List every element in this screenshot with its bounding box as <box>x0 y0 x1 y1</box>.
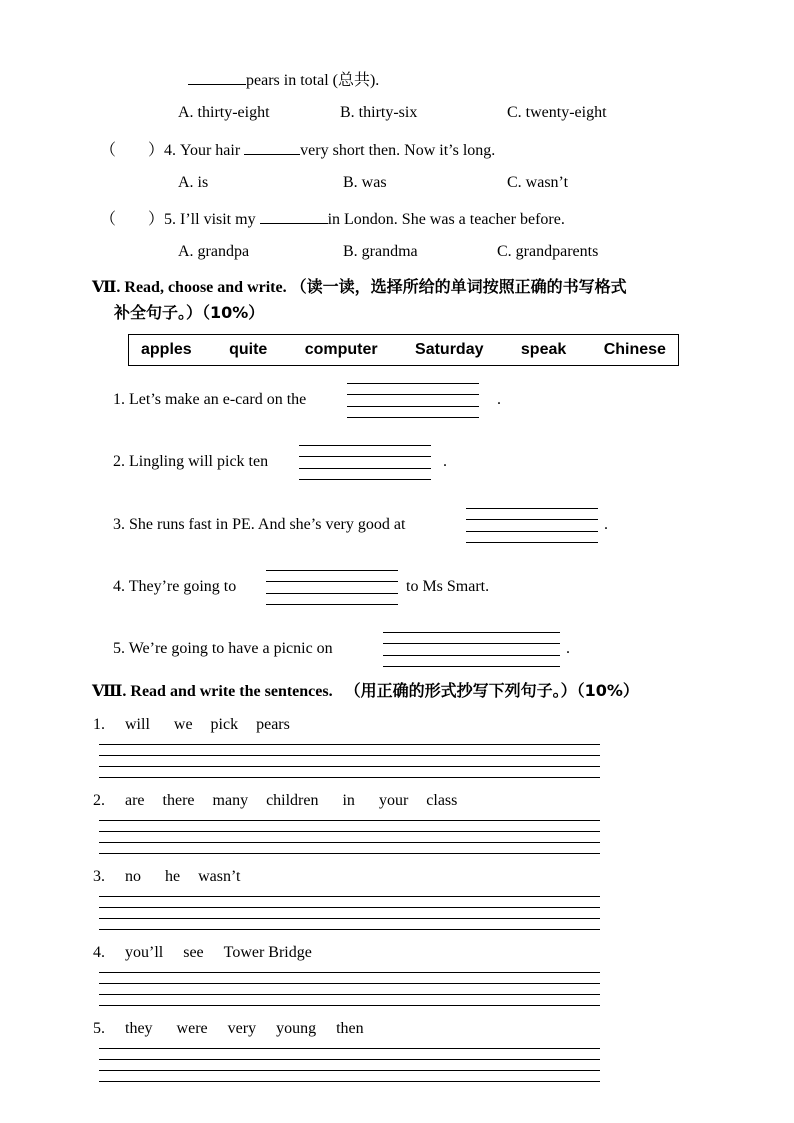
s8-word: pick <box>210 716 239 733</box>
q3-option-b[interactable]: B. thirty-six <box>340 104 418 121</box>
s8-item-4-writing-lines[interactable] <box>99 972 600 1006</box>
section7-heading <box>92 279 627 296</box>
s7-item-1-text: 1. Let’s make an e-card on the <box>113 391 307 408</box>
q3-continuation <box>188 70 379 89</box>
q3-blank[interactable] <box>188 70 246 85</box>
s8-word: your <box>378 792 409 809</box>
s7-item-1-writing-lines[interactable] <box>347 383 479 419</box>
s8-word: they <box>125 1020 153 1037</box>
s7-item-3-text: 3. She runs fast in PE. And she’s very good at <box>113 516 406 533</box>
q5-option-b[interactable]: B. grandma <box>343 243 418 260</box>
s8-item-1-writing-lines[interactable] <box>99 744 600 778</box>
section8-heading <box>92 683 639 700</box>
q3-option-a[interactable]: A. thirty-eight <box>178 104 270 121</box>
word-bank-item: speak <box>520 341 567 358</box>
s8-word: children <box>266 792 319 809</box>
q3-option-c[interactable]: C. twenty-eight <box>507 104 607 121</box>
s8-item-number: 1. <box>93 716 105 733</box>
word-bank <box>128 334 679 366</box>
s7-item-2-end: . <box>443 453 447 470</box>
q4-option-a[interactable]: A. is <box>178 174 209 191</box>
s8-word: in <box>342 792 355 809</box>
q4-text-b: very short then. Now it’s long. <box>300 142 496 159</box>
word-bank-item: Chinese <box>603 341 666 358</box>
s8-word: you’ll <box>125 944 164 961</box>
q5-text-a: 5. I’ll visit my <box>164 211 260 228</box>
q4-option-b[interactable]: B. was <box>343 174 387 191</box>
q5-text-b: in London. She was a teacher before. <box>327 211 565 228</box>
word-bank-item: apples <box>141 341 192 358</box>
word-bank-item: computer <box>304 341 378 358</box>
s8-word: many <box>212 792 249 809</box>
s8-item-number: 3. <box>93 868 105 885</box>
s8-item-4 <box>93 945 312 961</box>
q5-option-c[interactable]: C. grandparents <box>497 243 599 260</box>
s8-item-number: 4. <box>93 944 105 961</box>
s7-item-4-text: 4. They’re going to <box>113 578 237 595</box>
q4-answer-paren[interactable]: （ ） <box>100 142 165 159</box>
s7-item-1-end: . <box>497 391 501 408</box>
s7-item-2-text: 2. Lingling will pick ten <box>113 453 269 470</box>
q4-text-a: 4. Your hair <box>164 142 245 159</box>
q5-blank[interactable] <box>260 209 328 224</box>
s8-word: no <box>125 868 141 885</box>
s8-item-1 <box>93 717 290 733</box>
s8-word: were <box>176 1020 208 1037</box>
section8-instruction: （用正确的形式抄写下列句子。）（10%） <box>344 681 639 700</box>
s8-word: will <box>125 716 150 733</box>
s7-item-5-text: 5. We’re going to have a picnic on <box>113 640 333 657</box>
q5-line <box>100 209 565 228</box>
s8-item-5 <box>93 1021 364 1037</box>
s7-item-3-end: . <box>604 516 608 533</box>
s8-item-5-writing-lines[interactable] <box>99 1048 600 1082</box>
section7-title: Ⅶ. Read, choose and write. <box>92 279 287 296</box>
s8-item-3-writing-lines[interactable] <box>99 896 600 930</box>
s8-item-2 <box>93 793 457 809</box>
s8-word: pears <box>256 716 290 733</box>
s7-item-5-writing-lines[interactable] <box>383 632 560 668</box>
s8-item-2-writing-lines[interactable] <box>99 820 600 854</box>
word-bank-item: quite <box>229 341 268 358</box>
s8-word: there <box>162 792 195 809</box>
q4-line <box>100 140 495 159</box>
s8-word: we <box>173 716 193 733</box>
word-bank-item: Saturday <box>415 341 484 358</box>
q3-text: pears in total (总共). <box>246 72 380 89</box>
s7-item-4-writing-lines[interactable] <box>266 570 398 606</box>
s8-word: very <box>227 1020 257 1037</box>
s7-item-4-end: to Ms Smart. <box>406 578 490 595</box>
s7-item-3-writing-lines[interactable] <box>466 508 598 544</box>
s8-item-3 <box>93 869 240 885</box>
q5-option-a[interactable]: A. grandpa <box>178 243 250 260</box>
s8-word: see <box>183 944 204 961</box>
s7-item-5-end: . <box>566 640 570 657</box>
s8-item-number: 5. <box>93 1020 105 1037</box>
s8-word: class <box>426 792 458 809</box>
s8-word: then <box>336 1020 364 1037</box>
section7-instruction-cont: 补全句子。）（10%） <box>114 303 265 322</box>
s7-item-2-writing-lines[interactable] <box>299 445 431 481</box>
q4-option-c[interactable]: C. wasn’t <box>507 174 569 191</box>
s8-word: Tower Bridge <box>223 944 312 961</box>
s8-item-number: 2. <box>93 792 105 809</box>
section7-instruction: （读一读，选择所给的单词按照正确的书写格式 <box>290 277 627 296</box>
s8-word: young <box>276 1020 317 1037</box>
s8-word: he <box>165 868 181 885</box>
s8-word: wasn’t <box>198 868 241 885</box>
section8-title: Ⅷ. Read and write the sentences. <box>92 683 333 700</box>
s8-word: are <box>125 792 145 809</box>
q5-answer-paren[interactable]: （ ） <box>100 211 165 228</box>
q4-blank[interactable] <box>244 140 300 155</box>
